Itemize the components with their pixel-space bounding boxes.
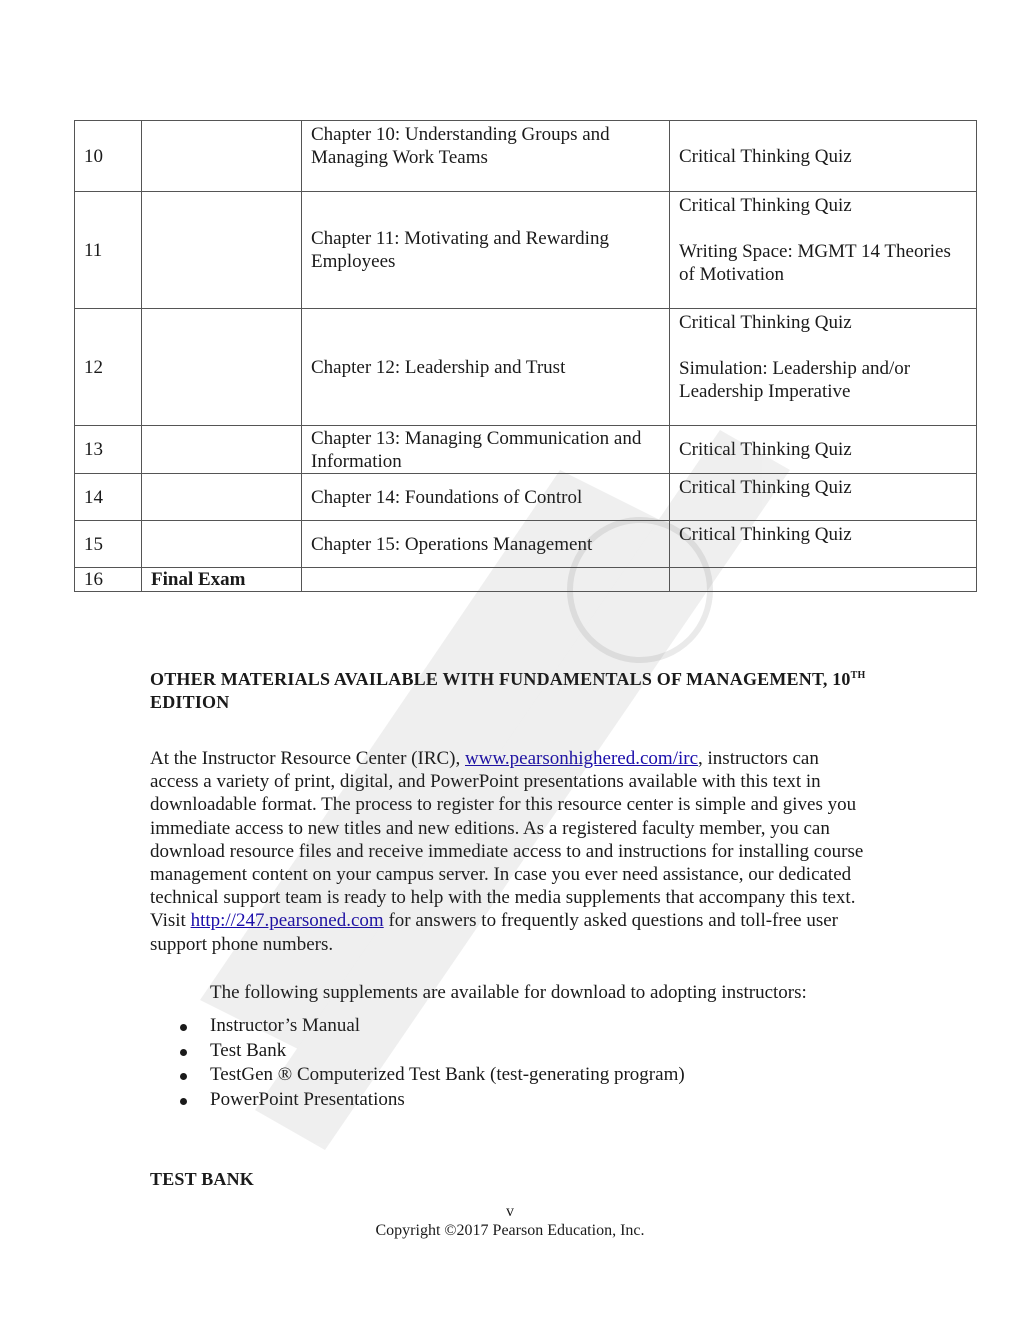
table-row xyxy=(75,474,977,521)
topic-cell: Final Exam xyxy=(142,568,302,592)
table-row xyxy=(75,121,977,192)
copyright: Copyright ©2017 Pearson Education, Inc. xyxy=(375,1222,645,1239)
table-row xyxy=(75,521,977,568)
paragraph-text: At the Instructor Resource Center (IRC), xyxy=(150,748,465,769)
bullet-icon xyxy=(180,1073,187,1080)
support-link[interactable]: http://247.pearsoned.com xyxy=(190,910,384,932)
assignment-item: Writing Space: MGMT 14 Theories of Motivation xyxy=(679,241,951,285)
heading-line1: OTHER MATERIALS AVAILABLE WITH FUNDAMENTALS OF MANAGEMENT, 10 xyxy=(150,669,851,689)
page-number: v xyxy=(506,1203,514,1220)
chapter-cell: Chapter 15: Operations Management xyxy=(302,521,670,568)
list-item xyxy=(150,1088,685,1113)
test-bank-heading: TEST BANK xyxy=(150,1169,255,1189)
table-row xyxy=(75,426,977,474)
list-item-label: TestGen ® Computerized Test Bank (test-generating program) xyxy=(210,1064,685,1086)
chapter-cell: Chapter 11: Motivating and Rewarding Employees xyxy=(302,192,670,309)
week-cell: 11 xyxy=(75,192,142,309)
paragraph-text: for answers to frequently asked questions and toll-free user support phone numbers. xyxy=(150,910,838,955)
chapter-cell xyxy=(302,568,670,592)
paragraph-text: , instructors can access a variety of print, digital, and PowerPoint presentations available with this text in downloadable format. The process to register for this resource center is simple and gives you immediate access to new titles and new editions. As a registered faculty member, you can download resource files and receive immediate access to and instructions for installing course management content on your campus server. In case you ever need assistance, our dedicated technical support team is ready to help with the media supplements that accompany this text. Visit xyxy=(150,748,864,932)
list-item xyxy=(150,1039,685,1064)
week-cell: 16 xyxy=(75,568,142,592)
assignment-cell: Critical Thinking Quiz xyxy=(670,426,977,474)
assignment-cell: Critical Thinking Quiz xyxy=(670,474,977,521)
table-row xyxy=(75,192,977,309)
topic-cell xyxy=(142,474,302,521)
bullet-icon xyxy=(180,1049,187,1056)
assignment-item: Critical Thinking Quiz xyxy=(679,312,852,333)
week-cell: 13 xyxy=(75,426,142,474)
chapter-cell: Chapter 12: Leadership and Trust xyxy=(302,309,670,426)
bullet-icon xyxy=(180,1024,187,1031)
list-item-label: Test Bank xyxy=(210,1039,287,1061)
assignment-item: Simulation: Leadership and/or Leadership Imperative xyxy=(679,358,911,402)
assignment-cell: Critical Thinking Quiz xyxy=(670,121,977,192)
chapter-cell: Chapter 10: Understanding Groups and Managing Work Teams xyxy=(302,121,670,192)
chapter-cell: Chapter 14: Foundations of Control xyxy=(302,474,670,521)
list-item xyxy=(150,1063,685,1088)
assignment-cell xyxy=(670,192,977,309)
topic-cell xyxy=(142,192,302,309)
week-cell: 12 xyxy=(75,309,142,426)
heading-line2: EDITION xyxy=(150,692,230,712)
assignment-cell: Critical Thinking Quiz xyxy=(670,521,977,568)
week-cell: 15 xyxy=(75,521,142,568)
supplements-intro: The following supplements are available for download to adopting instructors: xyxy=(210,982,807,1003)
supplements-list xyxy=(150,1014,685,1113)
table-row xyxy=(75,309,977,426)
week-cell: 14 xyxy=(75,474,142,521)
chapter-cell: Chapter 13: Managing Communication and Information xyxy=(302,426,670,474)
topic-cell xyxy=(142,521,302,568)
bullet-icon xyxy=(180,1098,187,1105)
assignment-item: Critical Thinking Quiz xyxy=(679,195,852,216)
list-item-label: PowerPoint Presentations xyxy=(210,1089,405,1111)
assignment-cell xyxy=(670,568,977,592)
topic-cell xyxy=(142,426,302,474)
schedule-table xyxy=(74,120,977,592)
heading-superscript: TH xyxy=(850,670,866,681)
topic-cell xyxy=(142,121,302,192)
assignment-cell xyxy=(670,309,977,426)
list-item xyxy=(150,1014,685,1039)
other-materials-heading xyxy=(150,668,866,714)
table-row xyxy=(75,568,977,592)
irc-link[interactable]: www.pearsonhighered.com/irc xyxy=(465,748,699,769)
week-cell: 10 xyxy=(75,121,142,192)
irc-paragraph xyxy=(150,747,870,956)
topic-cell xyxy=(142,309,302,426)
list-item-label: Instructor’s Manual xyxy=(210,1015,361,1036)
